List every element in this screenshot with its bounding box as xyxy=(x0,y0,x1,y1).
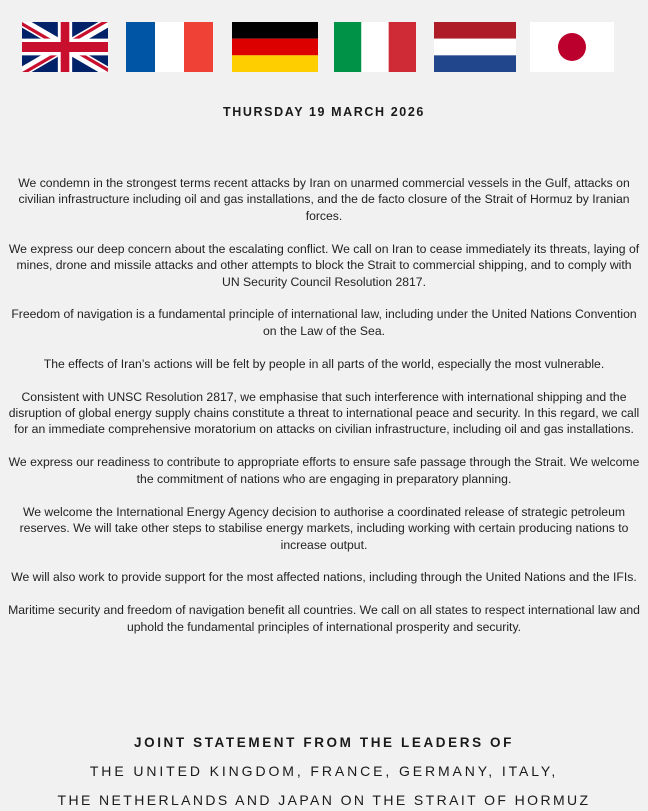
flag-row xyxy=(22,22,614,72)
paragraph: Consistent with UNSC Resolution 2817, we emphasise that such interference with international shipping and the disruption of global energy supply chains constitute a threat to international peace and security. In this regard, we call for an immediate comprehensive moratorium on attacks on civilian infrastructure, including oil and gas installations. xyxy=(8,389,640,437)
statement-title-line-1: JOINT STATEMENT FROM THE LEADERS OF xyxy=(134,735,514,750)
paragraph: We condemn in the strongest terms recent attacks by Iran on unarmed commercial vessels in the Gulf, attacks on civilian infrastructure including oil and gas installations, and the de facto closure of the Strait of Hormuz by Iranian forces. xyxy=(18,176,630,223)
germany-flag-icon xyxy=(232,22,318,72)
paragraph: We express our deep concern about the escalating conflict. We call on Iran to cease immediately its threats, laying of mines, drone and missile attacks and other attempts to block the Strait to commercial shipping, and to comply with UN Security Council Resolution 2817. xyxy=(8,241,640,289)
paragraph: The effects of Iran’s actions will be felt by people in all parts of the world, especially the most vulnerable. xyxy=(43,356,605,371)
paragraph: Maritime security and freedom of navigation benefit all countries. We call on all states to respect international law and uphold the fundamental principles of international prosperity and security. xyxy=(8,603,640,634)
statement-title-line-2: THE UNITED KINGDOM, FRANCE, GERMANY, ITALY, xyxy=(89,763,559,779)
france-flag-icon xyxy=(126,22,213,72)
paragraph: We express our readiness to contribute to appropriate efforts to ensure safe passage through the Strait. We welcome the commitment of nations who are engaging in preparatory planning. xyxy=(8,455,640,486)
paragraph: We welcome the International Energy Agency decision to authorise a coordinated release of strategic petroleum reserves. We will take other steps to stabilise energy markets, including working with certain producing nations to increase output. xyxy=(19,504,629,552)
statement-date: THURSDAY 19 MARCH 2026 xyxy=(223,105,425,119)
statement-title-line-3: THE NETHERLANDS AND JAPAN ON THE STRAIT OF HORMUZ xyxy=(57,792,591,808)
japan-flag-icon xyxy=(530,22,614,72)
paragraph: Freedom of navigation is a fundamental principle of international law, including under the United Nations Convention on the Law of the Sea. xyxy=(11,307,637,338)
paragraph: We will also work to provide support for the most affected nations, including through the United Nations and the IFIs. xyxy=(11,570,637,585)
uk-flag-icon xyxy=(22,22,108,72)
netherlands-flag-icon xyxy=(434,22,516,72)
statement-body xyxy=(8,175,640,652)
italy-flag-icon xyxy=(334,22,416,72)
